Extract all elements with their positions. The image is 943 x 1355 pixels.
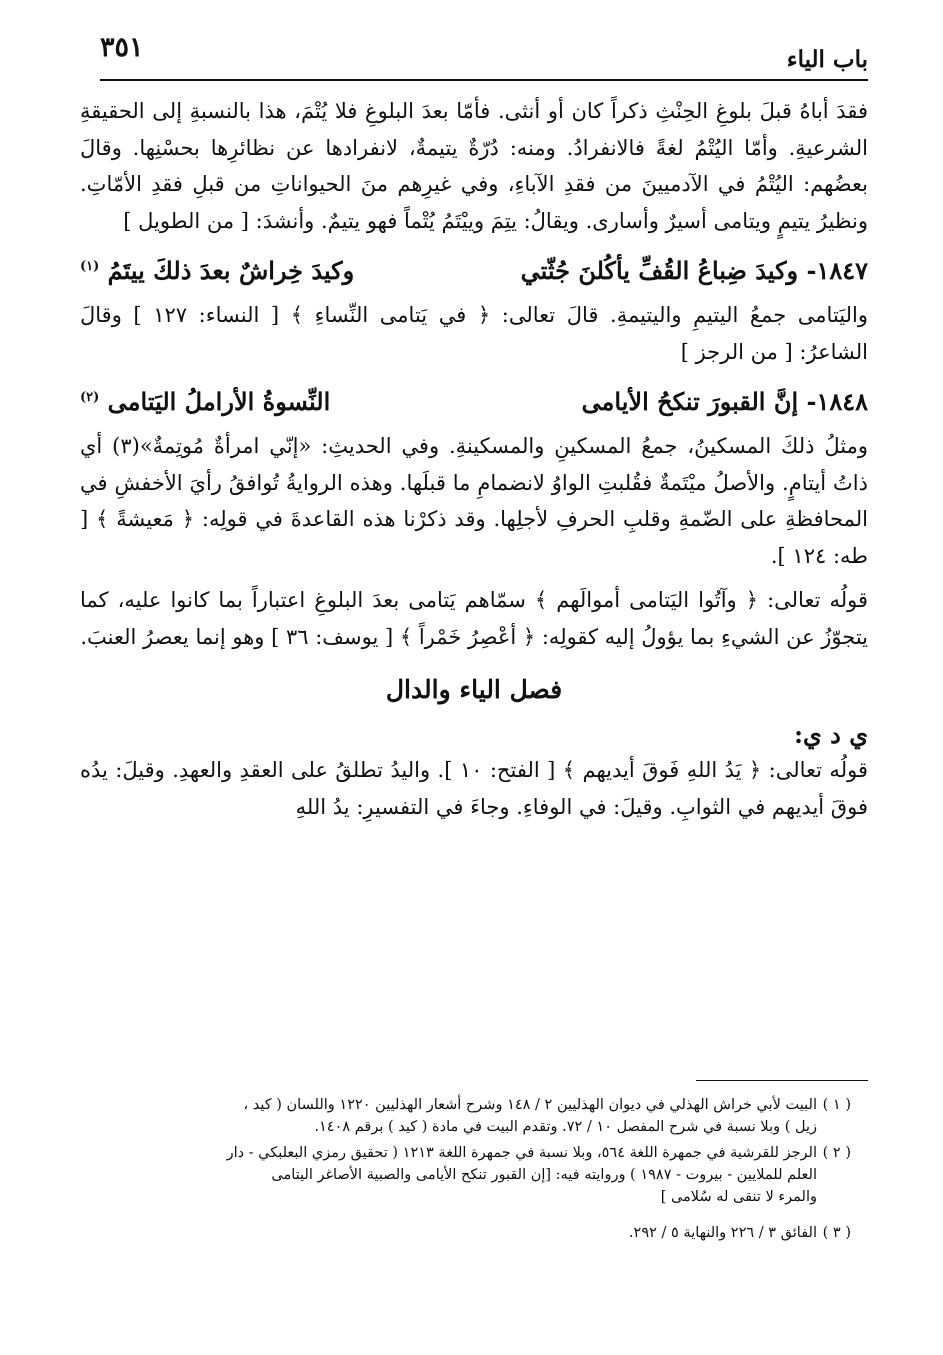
paragraph-give-orphans: قولُه تعالى: ﴿ وآتُوا اليَتامى أموالَهم ﴾ سمّاهم يَتامى بعدَ البلوغِ اعتباراً بما كانوا عليه، كما يتجوّزُ عن الشيءِ بما يؤولُ إليه كقولِه: ﴿ أعْصِرُ خَمْراً ﴾ [ يوسف: ٣٦ ] وهو إنما يعصرُ العنبَ. <box>80 588 868 649</box>
footnote-ref-2: (٢) <box>80 390 100 405</box>
paragraph-orphans-plural: واليَتامى جمعُ اليتيمِ واليتيمةِ. قالَ تعالى: ﴿ في يَتامى النِّساءِ ﴾ [ النساء: ١٢٧ ] وقالَ الشاعرُ: [ من الرجز ] <box>80 303 868 364</box>
footnote-3 <box>66 1222 851 1244</box>
footnote-text: الفائق ٣ / ٢٢٦ والنهاية ٥ / ٢٩٢. <box>628 1225 817 1241</box>
page-header <box>100 32 868 82</box>
footnote-text: والمرء لا تنقى له سُلامى ] <box>660 1189 817 1205</box>
verse-1847-first-hemistich: ١٨٤٧- وكيدَ ضِباعُ القُفِّ يأكُلنَ جُثّتي <box>520 256 868 285</box>
footnote-number: ( ٢ ) <box>822 1145 851 1161</box>
chapter-title: باب الياء <box>786 46 868 73</box>
verse-1848-second-hemistich <box>80 378 330 422</box>
footnotes <box>66 1094 851 1248</box>
footnote-text: زيل ) وبلا نسبة في شرح المفصل ١٠ / ٧٢. وتقدم البيت في مادة ( كيد ) برقم ١٤٠٨. <box>314 1119 817 1135</box>
paragraph-muttima: ومثلُ ذلكَ المسكينُ، جمعُ المسكينِ والمسكينةِ. وفي الحديثِ: «إنّي امرأةٌ مُوتِمةٌ»(٣) أي ذاتُ أيتامٍ. والأصلُ ميْتَمةٌ فقُلبتِ الواوُ لانضمامِ ما قبلَها. وهذه الروايةُ تُوافقُ رأيَ الأخفشِ في المحافظةِ على الضّمةِ وقلبِ الحرفِ لأجلِها. وقد ذكرْنا هذه القاعدةَ في قولِه: ﴿ مَعيشةً ﴾ [ طه: ١٢٤ ]. <box>80 434 868 568</box>
verse-1848-second-text: النِّسوةُ الأراملُ اليَتامى <box>107 387 331 416</box>
footnote-ref-1: (١) <box>80 259 100 274</box>
verse-1847-second-text: وكيدَ خِراشٌ بعدَ ذلكَ ييتَمُ <box>107 256 355 285</box>
footnote-1 <box>66 1094 851 1138</box>
page-number: ٣٥١ <box>100 32 144 63</box>
paragraph-orphan-definition: فقدَ أباهُ قبلَ بلوغِ الحِنْثِ ذكراً كان أو أنثى. فأمّا بعدَ البلوغِ فلا يُتْمَ، هذا بالنسبةِ إلى الحقيقةِ الشرعيةِ. وأمّا اليُتْمُ لغةً فالانفرادُ. ومنه: دُرّةٌ يتيمةٌ، لانفرادها عن نظائرِها بحسْنِها. وقالَ بعضُهم: اليُتْمُ في الآدميينَ من فقدِ الآباءِ، وفي غيرِهم منَ الحيواناتِ من قبلِ فقدِ الأمّاتِ. ونظيرُ يتيمٍ ويتامى أسيرٌ وأسارى. ويقالُ: يتِمَ وييْتَمُ يُتْماً فهو يتيمٌ. وأنشدَ: [ من الطويل ] <box>80 99 868 233</box>
footnote-number: ( ٣ ) <box>822 1225 851 1241</box>
main-text <box>80 93 868 833</box>
footnote-number: ( ١ ) <box>822 1097 851 1113</box>
verse-1848 <box>80 378 868 422</box>
footnote-text: العلم للملايين - بيروت - ١٩٨٧ ) وروايته فيه: [إن القبور تنكح الأيامى والصبية الأصاغر اليتامى <box>271 1167 817 1183</box>
footnote-rule <box>696 1080 868 1081</box>
header-rule <box>100 79 868 81</box>
entry-heading: ي د ي: <box>794 720 868 749</box>
verse-1847-second-hemistich <box>80 247 354 291</box>
footnote-text: الرجز للقرشية في جمهرة اللغة ٥٦٤، وبلا نسبة في جمهرة اللغة ١٢١٣ ( تحقيق رمزي البعلبكي - دار <box>226 1145 817 1161</box>
verse-1848-first-hemistich: ١٨٤٨- إنَّ القبورَ تنكحُ الأيامى <box>581 387 868 416</box>
paragraph-entry-ydy: قولُه تعالى: ﴿ يَدُ اللهِ فَوقَ أيديهم ﴾ [ الفتح: ١٠ ]. واليدُ تطلقُ على العقدِ والعهدِ. وقيلَ: يدُه فوقَ أيديهم في الثوابِ. وقيلَ: في الوفاءِ. وجاءَ في التفسيرِ: يدُ اللهِ <box>80 758 868 819</box>
section-title: فصل الياء والدال <box>385 675 563 704</box>
verse-1847 <box>80 247 868 291</box>
footnote-2 <box>66 1142 851 1208</box>
footnote-text: البيت لأبي خراش الهذلي في ديوان الهذليين ٢ / ١٤٨ وشرح أشعار الهذليين ١٢٢٠ واللسان ( كيد ، <box>243 1097 817 1113</box>
